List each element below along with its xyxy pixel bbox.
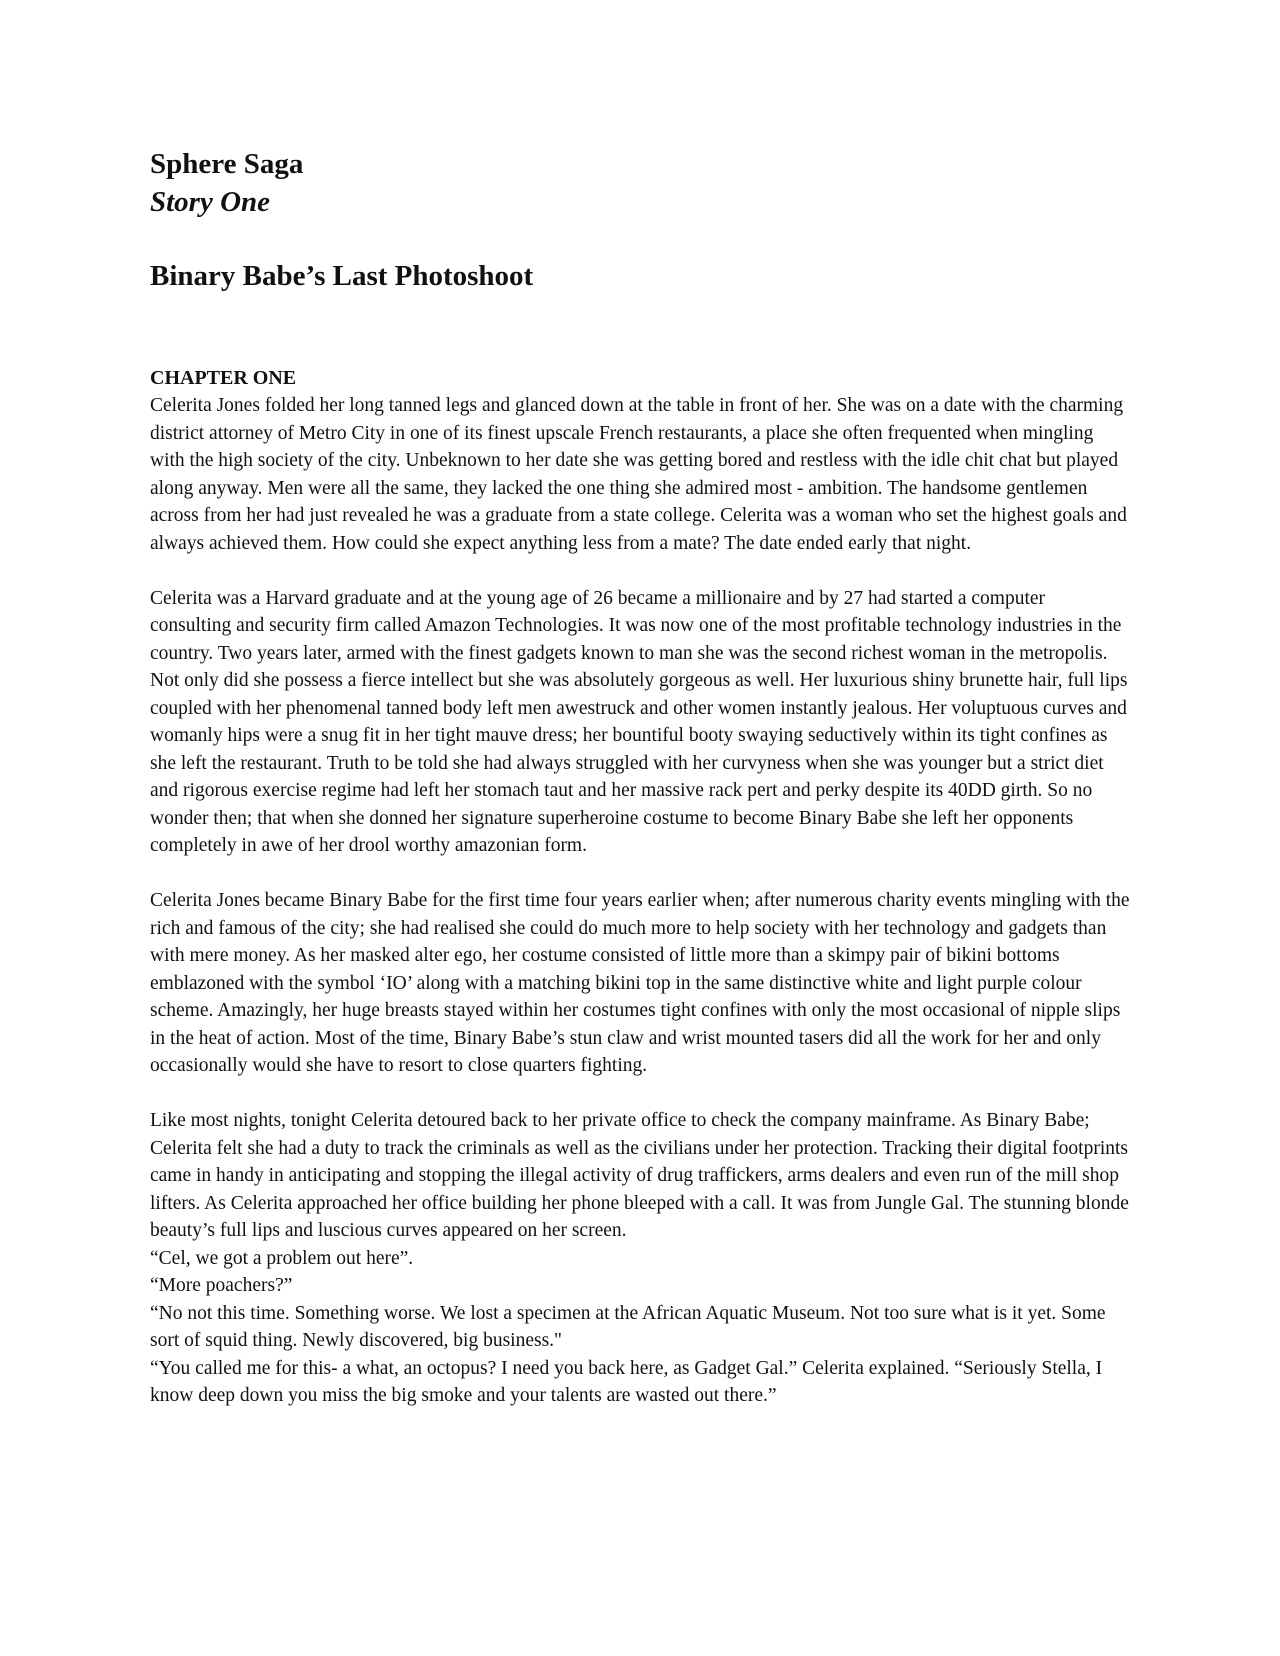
- paragraph-2: Celerita was a Harvard graduate and at the young age of 26 became a millionaire and by 27 had started a computer consulting and security firm called Amazon Technologies. It was now one of the most profitable technology industries in the country. Two years later, armed with the finest gadgets known to man she was the second richest woman in the metropolis. Not only did she possess a fierce intellect but she was absolutely gorgeous as well. Her luxurious shiny brunette hair, full lips coupled with her phenomenal tanned body left men awestruck and other women instantly jealous. Her voluptuous curves and womanly hips were a snug fit in her tight mauve dress; her bountiful booty swaying seductively within its tight confines as she left the restaurant. Truth to be told she had always struggled with her curvyness when she was younger but a strict diet and rigorous exercise regime had left her stomach taut and her massive rack pert and perky despite its 40DD girth. So no wonder then; that when she donned her signature superheroine costume to become Binary Babe she left her opponents completely in awe of her drool worthy amazonian form.: [150, 587, 1128, 856]
- paragraph-1: Celerita Jones folded her long tanned legs and glanced down at the table in front of her. She was on a date with the charming district attorney of Metro City in one of its finest upscale French restaurants, a place she often frequented when mingling with the high society of the city. Unbeknown to her date she was getting bored and restless with the idle chit chat but played along anyway. Men were all the same, they lacked the one thing she admired most - ambition. The handsome gentlemen across from her had just revealed he was a graduate from a state college. Celerita was a woman who set the highest goals and always achieved them. How could she expect anything less from a mate? The date ended early that night.: [150, 395, 1127, 554]
- book-title: Binary Babe’s Last Photoshoot: [150, 260, 534, 292]
- dialogue-line-2: “More poachers?”: [150, 1275, 293, 1296]
- document-page: [150, 145, 1130, 1410]
- dialogue-line-4: “You called me for this- a what, an octopus? I need you back here, as Gadget Gal.” Celerita explained. “Seriously Stella, I know deep down you miss the big smoke and your talents are wasted out there.”: [150, 1357, 1103, 1406]
- paragraph-3: Celerita Jones became Binary Babe for the first time four years earlier when; after numerous charity events mingling with the rich and famous of the city; she had realised she could do much more to help society with her technology and gadgets than with mere money. As her masked alter ego, her costume consisted of little more than a skimpy pair of bikini bottoms emblazoned with the symbol ‘IO’ along with a matching bikini top in the same distinctive white and light purple colour scheme. Amazingly, her huge breasts stayed within her costumes tight confines with only the most occasional of nipple slips in the heat of action. Most of the time, Binary Babe’s stun claw and wrist mounted tasers did all the work for her and only occasionally would she have to resort to close quarters fighting.: [150, 890, 1130, 1076]
- paragraph-4: Like most nights, tonight Celerita detoured back to her private office to check the company mainframe. As Binary Babe; Celerita felt she had a duty to track the criminals as well as the civilians under her protection. Tracking their digital footprints came in handy in anticipating and stopping the illegal activity of drug traffickers, arms dealers and even run of the mill shop lifters. As Celerita approached her office building her phone bleeped with a call. It was from Jungle Gal. The stunning blonde beauty’s full lips and luscious curves appeared on her screen.: [150, 1110, 1129, 1241]
- story-title: Story One: [150, 186, 271, 218]
- series-title: Sphere Saga: [150, 148, 304, 180]
- chapter-heading: CHAPTER ONE: [150, 367, 297, 389]
- dialogue-line-3: “No not this time. Something worse. We lost a specimen at the African Aquatic Museum. Not too sure what is it yet. Some sort of squid thing. Newly discovered, big business.": [150, 1302, 1106, 1351]
- dialogue-line-1: “Cel, we got a problem out here”.: [150, 1247, 414, 1269]
